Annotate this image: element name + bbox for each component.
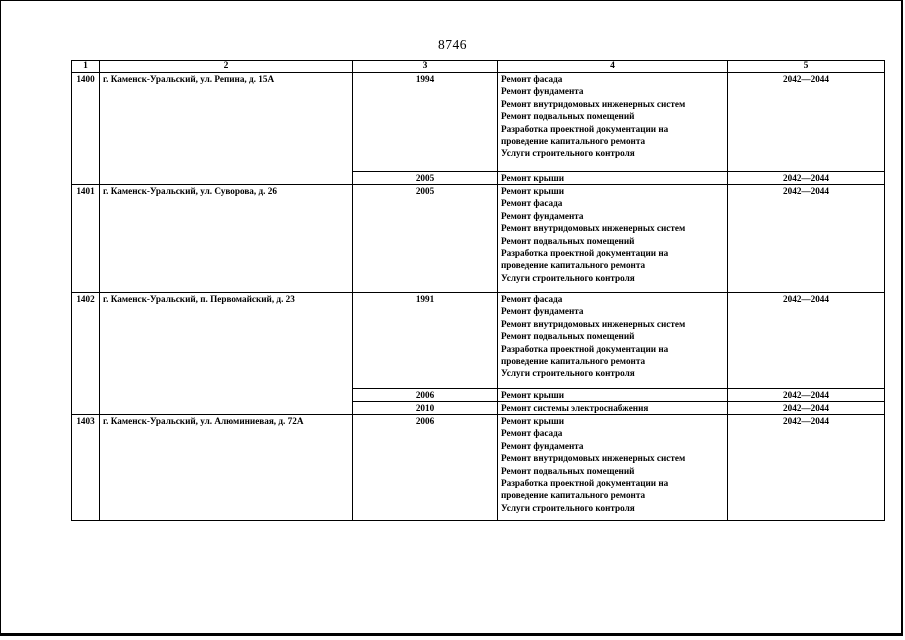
table-row [72,185,885,293]
work-item: Ремонт фасада [501,74,563,84]
table-row [72,415,885,521]
column-header: 1 [72,61,100,73]
column-header: 5 [728,61,885,73]
column-header: 2 [100,61,353,73]
year-cell: 2005 [353,185,498,293]
row-number: 1400 [72,73,100,185]
work-item: Ремонт фасада [501,294,563,304]
work-item: Услуги строительного контроля [501,148,635,159]
year-cell: 2006 [353,415,498,521]
page-number: 8746 [438,37,467,52]
address-cell: г. Каменск-Уральский, ул. Репина, д. 15А [100,73,353,185]
work-item: Ремонт крыши [501,416,565,426]
year-cell: 1994 [353,73,498,172]
row-number: 1402 [72,293,100,415]
work-item: Ремонт фасада [501,198,563,209]
column-header: 3 [353,61,498,73]
work-item: Ремонт внутридомовых инженерных систем [501,318,686,329]
table-row [72,293,885,389]
works-cell [498,73,728,172]
work-item: Услуги строительного контроля [501,368,635,379]
work-item: Услуги строительного контроля [501,502,635,513]
work-item: Ремонт фундамента [501,306,584,317]
work-item: Ремонт системы электроснабжения [501,403,649,413]
work-item: проведение капитального ремонта [501,260,646,271]
address-cell: г. Каменск-Уральский, п. Первомайский, д. 23 [100,293,353,415]
works-cell [498,293,728,389]
work-item: проведение капитального ремонта [501,356,646,367]
work-item: Ремонт подвальных помещений [501,235,635,246]
table-row [72,73,885,172]
year-cell: 2010 [353,402,498,415]
work-item: проведение капитального ремонта [501,490,646,501]
period-cell: 2042—2044 [728,402,885,415]
period-cell: 2042—2044 [728,389,885,402]
work-item: Ремонт подвальных помещений [501,331,635,342]
work-item: Ремонт фундамента [501,210,584,221]
work-item: Ремонт подвальных помещений [501,465,635,476]
work-item: Разработка проектной документации на [501,123,669,134]
work-item: Ремонт внутридомовых инженерных систем [501,453,686,464]
work-item: Ремонт крыши [501,390,565,400]
row-number: 1403 [72,415,100,521]
work-item: Ремонт фундамента [501,86,584,97]
works-cell [498,389,728,402]
address-cell: г. Каменск-Уральский, ул. Алюминиевая, д. 72А [100,415,353,521]
work-item: проведение капитального ремонта [501,136,646,147]
column-number-row [72,61,885,73]
work-item: Ремонт внутридомовых инженерных систем [501,223,686,234]
work-item: Ремонт подвальных помещений [501,111,635,122]
address-cell: г. Каменск-Уральский, ул. Суворова, д. 26 [100,185,353,293]
work-item: Разработка проектной документации на [501,478,669,489]
work-item: Услуги строительного контроля [501,272,635,283]
table-body [72,73,885,521]
works-cell [498,415,728,521]
work-item: Ремонт крыши [501,186,565,196]
work-item: Ремонт внутридомовых инженерных систем [501,98,686,109]
year-cell: 2006 [353,389,498,402]
work-item: Ремонт фундамента [501,440,584,451]
period-cell: 2042—2044 [728,73,885,172]
period-cell: 2042—2044 [728,172,885,185]
works-cell [498,172,728,185]
column-header: 4 [498,61,728,73]
work-item: Разработка проектной документации на [501,248,669,259]
works-cell [498,185,728,293]
work-item: Ремонт фасада [501,428,563,439]
year-cell: 1991 [353,293,498,389]
year-cell: 2005 [353,172,498,185]
period-cell: 2042—2044 [728,415,885,521]
works-cell [498,402,728,415]
repair-schedule-table [71,60,885,521]
period-cell: 2042—2044 [728,185,885,293]
work-item: Ремонт крыши [501,173,565,183]
period-cell: 2042—2044 [728,293,885,389]
work-item: Разработка проектной документации на [501,343,669,354]
row-number: 1401 [72,185,100,293]
